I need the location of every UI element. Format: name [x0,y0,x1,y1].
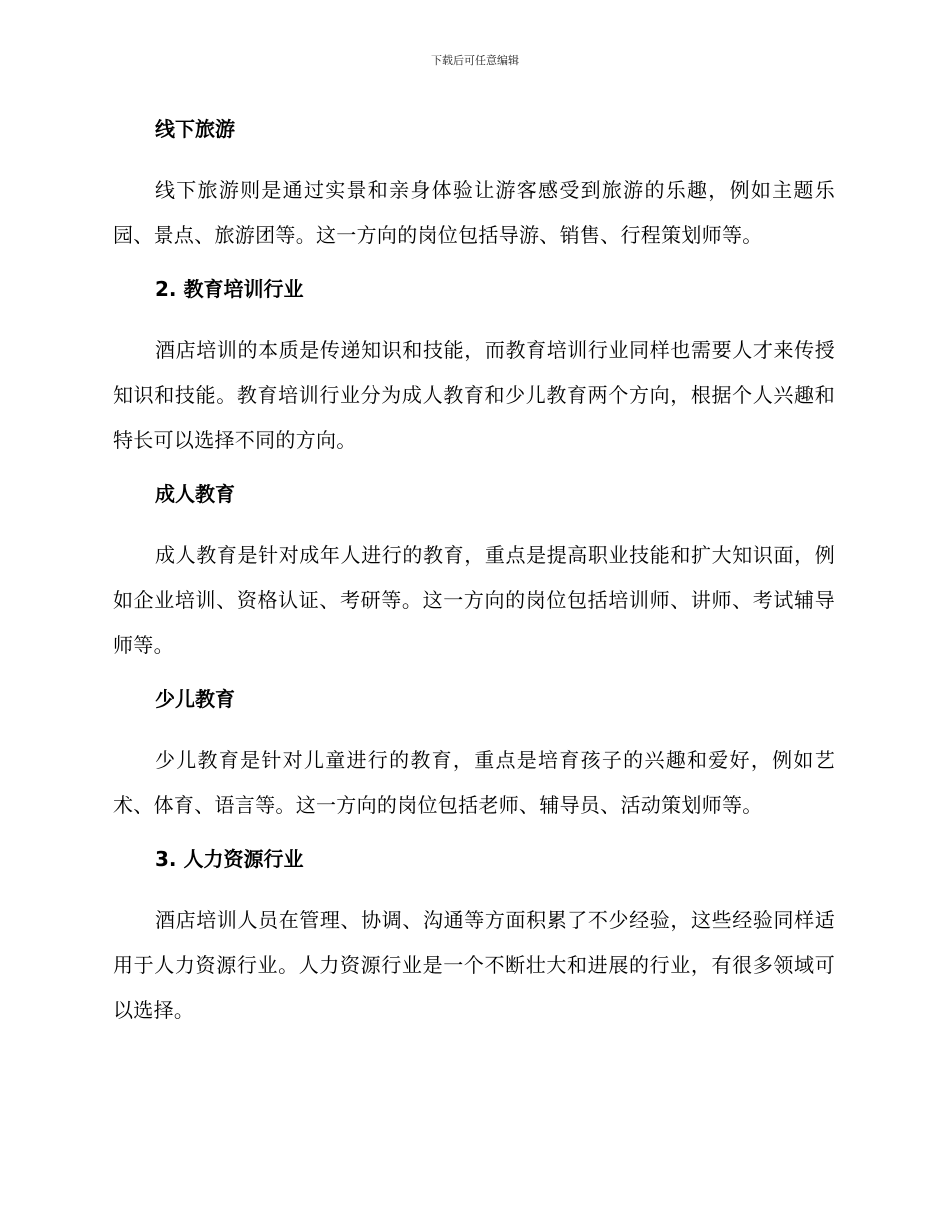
section-heading-hr-industry: 3. 人力资源行业 [155,847,304,871]
paragraph-children-education: 少儿教育是针对儿童进行的教育，重点是培育孩子的兴趣和爱好，例如艺术、体育、语言等。这一方向的岗位包括老师、辅导员、活动策划师等。 [113,748,835,817]
paragraph-education-industry: 酒店培训的本质是传递知识和技能，而教育培训行业同样也需要人才来传授知识和技能。教育培训行业分为成人教育和少儿教育两个方向，根据个人兴趣和特长可以选择不同的方向。 [113,338,835,452]
document-body [113,110,835,1045]
paragraph-hr-industry: 酒店培训人员在管理、协调、沟通等方面积累了不少经验，这些经验同样适用于人力资源行业。人力资源行业是一个不断壮大和进展的行业，有很多领域可以选择。 [113,908,835,1022]
paragraph-adult-education: 成人教育是针对成年人进行的教育，重点是提高职业技能和扩大知识面，例如企业培训、资格认证、考研等。这一方向的岗位包括培训师、讲师、考试辅导师等。 [113,543,835,657]
section-heading-offline-tourism: 线下旅游 [155,117,235,141]
section-heading-children-education: 少儿教育 [155,687,235,711]
paragraph-offline-tourism: 线下旅游则是通过实景和亲身体验让游客感受到旅游的乐趣，例如主题乐园、景点、旅游团等。这一方向的岗位包括导游、销售、行程策划师等。 [113,178,835,247]
section-heading-adult-education: 成人教育 [155,482,235,506]
section-heading-education-industry: 2. 教育培训行业 [155,277,304,301]
page-header-note: 下载后可任意编辑 [431,54,519,67]
